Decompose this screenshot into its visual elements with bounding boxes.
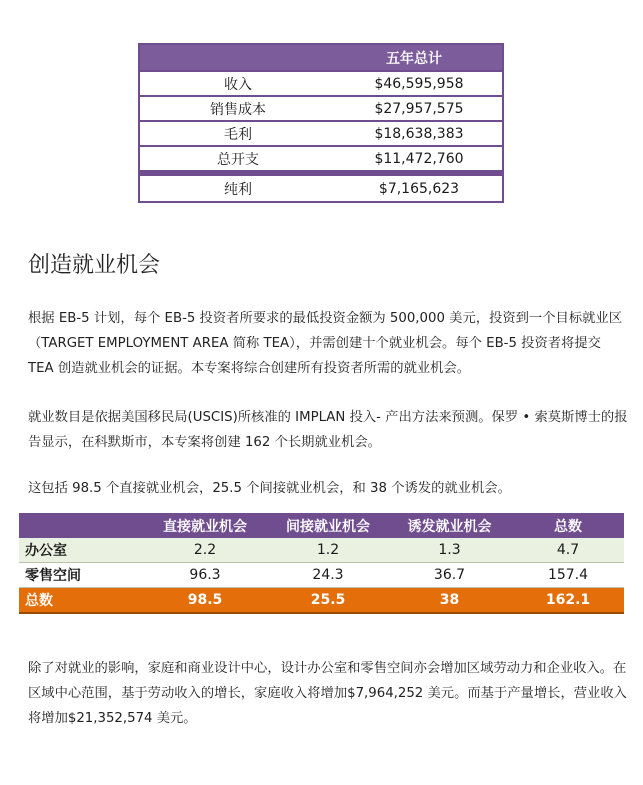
- jobs-row-office: [19, 538, 624, 563]
- summary-row-value: $18,638,383: [374, 125, 464, 142]
- jobs-cell: 24.3: [269, 563, 387, 588]
- paragraph-income: 除了对就业的影响，家庭和商业设计中心，设计办公室和零售空间亦会增加区域劳动力和企业收入。在区域中心范围，基于劳动收入的增长，家庭收入将增加$7,964,252 美元。而基于产量增长，营业收入将增加$21,352,574 美元。: [28, 661, 627, 726]
- jobs-cell: 1.3: [387, 538, 512, 563]
- jobs-cell: 162.1: [512, 588, 624, 614]
- summary-row-cogs: [140, 95, 502, 120]
- jobs-row-label: 零售空间: [19, 563, 141, 588]
- summary-row-label: 毛利: [224, 126, 252, 143]
- summary-row-expenses: [140, 145, 502, 170]
- paragraph-eb5: 根据 EB-5 计划，每个 EB-5 投资者所要求的最低投资金额为 500,000 美元，投资到一个目标就业区（TARGET EMPLOYMENT AREA 简称 TEA），并需创建十个就业机会。每个 EB-5 投资者将提交 TEA 创造就业机会的证据。本专案将综合创建所有投资者所需的就业机会。: [28, 311, 623, 376]
- summary-row-label: 总开支: [217, 151, 259, 168]
- jobs-header-cell: [19, 513, 141, 538]
- jobs-header-row: [19, 513, 624, 538]
- jobs-cell: 98.5: [141, 588, 269, 614]
- jobs-cell: 2.2: [141, 538, 269, 563]
- jobs-cell: 157.4: [512, 563, 624, 588]
- jobs-header-cell: 间接就业机会: [269, 513, 387, 538]
- summary-row-revenue: [140, 70, 502, 95]
- summary-row-value: $11,472,760: [374, 150, 464, 167]
- jobs-table: [19, 513, 624, 614]
- jobs-row-label: 总数: [19, 588, 141, 614]
- summary-row-net-profit: [140, 170, 502, 201]
- summary-header-label: 五年总计: [386, 50, 442, 67]
- section-title: 创造就业机会: [28, 253, 161, 278]
- summary-row-value: $7,165,623: [378, 180, 460, 197]
- summary-row-gross-profit: [140, 120, 502, 145]
- summary-row-label: 收入: [224, 76, 252, 93]
- summary-row-label: 销售成本: [210, 101, 266, 118]
- jobs-header-cell: 诱发就业机会: [387, 513, 512, 538]
- jobs-cell: 38: [387, 588, 512, 614]
- summary-row-label: 纯利: [224, 181, 252, 198]
- five-year-summary-table: [138, 43, 504, 203]
- paragraph-methodology: 就业数目是依据美国移民局(USCIS)所核准的 IMPLAN 投入- 产出方法来预测。保罗 • 索莫斯博士的报告显示，在科默斯市，本专案将创建 162 个长期就业机会。: [28, 410, 628, 450]
- summary-row-value: $27,957,575: [374, 100, 464, 117]
- paragraph-breakdown: 这包括 98.5 个直接就业机会，25.5 个间接就业机会，和 38 个诱发的就业机会。: [28, 481, 511, 496]
- jobs-cell: 36.7: [387, 563, 512, 588]
- summary-header-row: [140, 45, 502, 70]
- jobs-header-cell: 直接就业机会: [141, 513, 269, 538]
- jobs-header-cell: 总数: [512, 513, 624, 538]
- jobs-cell: 25.5: [269, 588, 387, 614]
- summary-row-value: $46,595,958: [374, 75, 464, 92]
- jobs-cell: 1.2: [269, 538, 387, 563]
- jobs-row-total: [19, 588, 624, 614]
- jobs-cell: 4.7: [512, 538, 624, 563]
- jobs-row-retail: [19, 563, 624, 588]
- jobs-row-label: 办公室: [19, 538, 141, 563]
- jobs-cell: 96.3: [141, 563, 269, 588]
